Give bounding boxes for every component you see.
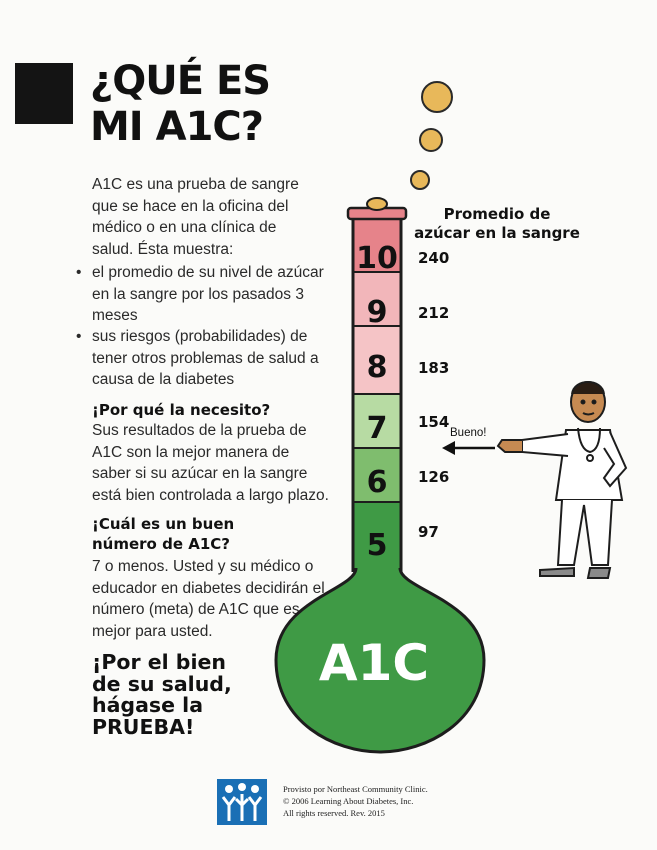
- average-sugar-heading: [412, 205, 582, 243]
- bullet-text: sus riesgos (probabilidades) de tener otros problemas de salud a causa de la diabetes: [92, 328, 319, 388]
- footer-credits: [283, 783, 523, 819]
- avg-sugar-97: 97: [418, 523, 439, 541]
- avg-sugar-212: 212: [418, 304, 450, 322]
- average-sugar-heading-line1: Promedio de: [443, 205, 551, 223]
- footer-line1: Provisto por Northeast Community Clinic.: [283, 784, 428, 794]
- page-title-line2: MI A1C?: [90, 104, 263, 150]
- why-paragraph: Sus resultados de la prueba de A1C son la mejor manera de saber si su azúcar en la sangre está bien controlada a largo plazo.: [92, 422, 329, 504]
- footer-line3: All rights reserved. Rev. 2015: [283, 808, 385, 818]
- bubble-icon: [420, 129, 442, 151]
- bullet-dot: •: [76, 328, 82, 345]
- avg-sugar-126: 126: [418, 468, 450, 486]
- scale-a1c-10: 10: [356, 241, 398, 276]
- why-heading: ¡Por qué la necesito?: [92, 401, 271, 419]
- slogan-line4: PRUEBA!: [92, 714, 195, 739]
- arrow-left-icon: [442, 441, 495, 455]
- scale-a1c-6: 6: [366, 465, 388, 500]
- page-title-line1: ¿QUÉ ES: [90, 58, 271, 104]
- bullet-dot: •: [76, 264, 82, 281]
- bubble-icon: [411, 171, 429, 189]
- slogan-line3: hágase la: [92, 693, 204, 717]
- cap-knob: [367, 198, 387, 210]
- slogan-line2: de su salud,: [92, 671, 232, 696]
- good-number-heading-line2: número de A1C?: [92, 535, 230, 553]
- average-sugar-heading-line2: azúcar en la sangre: [414, 224, 580, 242]
- bubble-icon: [422, 82, 452, 112]
- scale-a1c-8: 8: [366, 350, 388, 385]
- scale-a1c-5: 5: [366, 528, 388, 563]
- footer-line2: © 2006 Learning About Diabetes, Inc.: [283, 796, 414, 806]
- avg-sugar-183: 183: [418, 359, 450, 377]
- avg-sugar-240: 240: [418, 249, 450, 267]
- learning-about-diabetes-logo: [217, 779, 267, 825]
- doctor-illustration: [498, 382, 626, 578]
- good-number-heading-line1: ¡Cuál es un buen: [92, 515, 235, 533]
- bullet-text: el promedio de su nivel de azúcar en la sangre por los pasados 3 meses: [92, 264, 324, 324]
- bueno-label: Bueno!: [450, 427, 487, 439]
- slogan-line1: ¡Por el bien: [92, 650, 226, 674]
- intro-paragraph: A1C es una prueba de sangre que se hace en la oficina del médico o en una clínica de salud. Ésta muestra:: [92, 176, 299, 258]
- good-number-paragraph: 7 o menos. Usted y su médico o educador en diabetes decidirán el número (meta) de A1C que es mejor para usted.: [92, 558, 325, 640]
- scale-a1c-7: 7: [366, 411, 388, 446]
- avg-sugar-154: 154: [418, 413, 450, 431]
- bulb-label: A1C: [318, 634, 430, 692]
- scale-a1c-9: 9: [366, 295, 388, 330]
